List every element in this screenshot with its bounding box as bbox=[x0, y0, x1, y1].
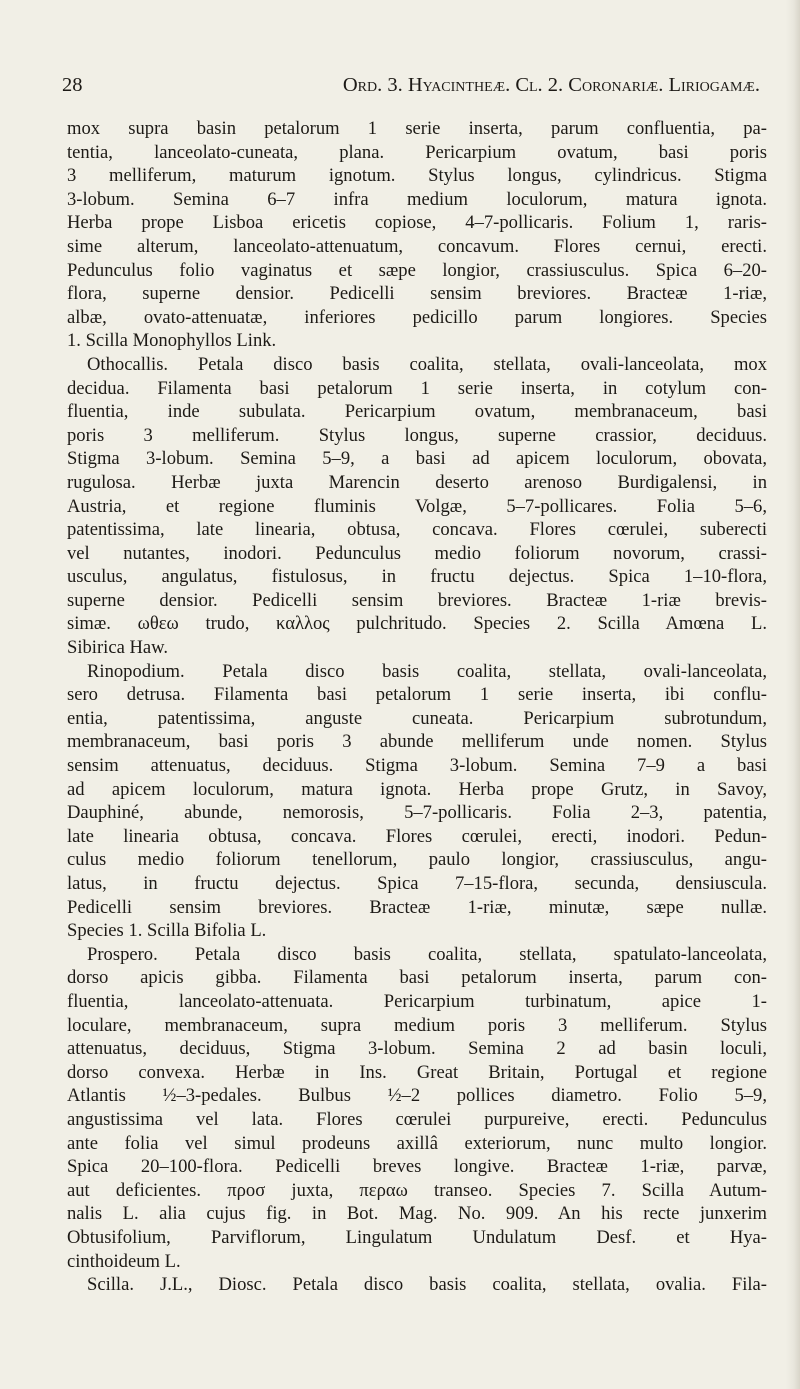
text-line: tentia, lanceolato-cuneata, plana. Pericarpium ovatum, basi poris bbox=[67, 141, 767, 163]
text-line: Scilla. J.L., Diosc. Petala disco basis coalita, stellata, ovalia. Fila- bbox=[87, 1274, 767, 1296]
text-line: superne densior. Pedicelli sensim breviores. Bracteæ 1-riæ brevis- bbox=[67, 589, 767, 611]
text-line: fluentia, inde subulata. Pericarpium ovatum, membranaceum, basi bbox=[67, 401, 767, 423]
text-line: ante folia vel simul prodeuns axillâ exteriorum, nunc multo longior. bbox=[67, 1132, 767, 1154]
text-line: Species 1. Scilla Bifolia L. bbox=[67, 920, 267, 942]
text-line: poris 3 melliferum. Stylus longus, superne crassior, deciduus. bbox=[67, 424, 767, 446]
text-line: Stigma 3-lobum. Semina 5–9, a basi ad apicem loculorum, obovata, bbox=[67, 448, 767, 470]
text-line: Atlantis ½–3-pedales. Bulbus ½–2 pollices diametro. Folio 5–9, bbox=[67, 1085, 767, 1107]
text-line: Sibirica Haw. bbox=[67, 637, 169, 659]
page-number: 28 bbox=[62, 74, 83, 96]
text-line: Austria, et regione fluminis Volgæ, 5–7-pollicares. Folia 5–6, bbox=[67, 495, 767, 517]
text-line: ad apicem loculorum, matura ignota. Herba prope Grutz, in Savoy, bbox=[67, 778, 767, 800]
text-line: Pedicelli sensim breviores. Bracteæ 1-riæ, minutæ, sæpe nullæ. bbox=[67, 896, 767, 918]
page-edge bbox=[786, 0, 800, 1389]
text-line: nalis L. alia cujus fig. in Bot. Mag. No. 909. An his recte junxerim bbox=[67, 1203, 767, 1225]
text-line: attenuatus, deciduus, Stigma 3-lobum. Semina 2 ad basin loculi, bbox=[67, 1038, 767, 1060]
text-line: aut deficientes. προσ juxta, περαω transeo. Species 7. Scilla Autum- bbox=[67, 1179, 767, 1201]
text-line: entia, patentissima, anguste cuneata. Pericarpium subrotundum, bbox=[67, 707, 767, 729]
text-line: Othocallis. Petala disco basis coalita, stellata, ovali-lanceolata, mox bbox=[87, 353, 767, 375]
text-line: dorso apicis gibba. Filamenta basi petalorum inserta, parum con- bbox=[67, 967, 767, 989]
text-line: mox supra basin petalorum 1 serie inserta, parum confluentia, pa- bbox=[67, 118, 767, 139]
text-line: Spica 20–100-flora. Pedicelli breves longive. Bracteæ 1-riæ, parvæ, bbox=[67, 1156, 767, 1178]
text-line: patentissima, late linearia, obtusa, concava. Flores cœrulei, suberecti bbox=[67, 519, 767, 541]
text-line: 3 melliferum, maturum ignotum. Stylus longus, cylindricus. Stigma bbox=[67, 165, 767, 187]
running-head: Ord. 3. Hyacintheæ. Cl. 2. Coronariæ. Liriogamæ. bbox=[342, 74, 760, 96]
page-header bbox=[62, 74, 760, 104]
text-line: 3-lobum. Semina 6–7 infra medium loculorum, matura ignota. bbox=[67, 188, 767, 210]
text-line: flora, superne densior. Pedicelli sensim breviores. Bracteæ 1-riæ, bbox=[67, 283, 767, 305]
text-line: 1. Scilla Monophyllos Link. bbox=[67, 330, 277, 352]
text-line: cinthoideum L. bbox=[67, 1250, 181, 1272]
text-line: membranaceum, basi poris 3 abunde melliferum unde nomen. Stylus bbox=[67, 731, 767, 753]
text-line: sensim attenuatus, deciduus. Stigma 3-lobum. Semina 7–9 a basi bbox=[67, 755, 767, 777]
text-line: dorso convexa. Herbæ in Ins. Great Britain, Portugal et regione bbox=[67, 1061, 767, 1083]
text-line: angustissima vel lata. Flores cœrulei purpureive, erecti. Pedunculus bbox=[67, 1108, 767, 1130]
text-line: sime alterum, lanceolato-attenuatum, concavum. Flores cernui, erecti. bbox=[67, 235, 767, 257]
text-line: Dauphiné, abunde, nemorosis, 5–7-pollicaris. Folia 2–3, patentia, bbox=[67, 802, 767, 824]
text-line: usculus, angulatus, fistulosus, in fructu dejectus. Spica 1–10-flora, bbox=[67, 566, 767, 588]
text-line: culus medio foliorum tenellorum, paulo longior, crassiusculus, angu- bbox=[67, 849, 767, 871]
text-line: albæ, ovato-attenuatæ, inferiores pedicillo parum longiores. Species bbox=[67, 306, 767, 328]
body-text bbox=[67, 117, 767, 1297]
text-line: Prospero. Petala disco basis coalita, stellata, spatulato-lanceolata, bbox=[87, 943, 767, 965]
text-line: Obtusifolium, Parviflorum, Lingulatum Undulatum Desf. et Hya- bbox=[67, 1226, 767, 1248]
text-line: Rinopodium. Petala disco basis coalita, stellata, ovali-lanceolata, bbox=[87, 660, 767, 682]
text-line: fluentia, lanceolato-attenuata. Pericarpium turbinatum, apice 1- bbox=[67, 990, 767, 1012]
text-line: Herba prope Lisboa ericetis copiose, 4–7-pollicaris. Folium 1, raris- bbox=[67, 212, 767, 234]
text-line: late linearia obtusa, concava. Flores cœrulei, erecti, inodori. Pedun- bbox=[67, 825, 767, 847]
text-line: vel nutantes, inodori. Pedunculus medio foliorum novorum, crassi- bbox=[67, 542, 767, 564]
text-line: Pedunculus folio vaginatus et sæpe longior, crassiusculus. Spica 6–20- bbox=[67, 259, 767, 281]
text-line: latus, in fructu dejectus. Spica 7–15-flora, secunda, densiuscula. bbox=[67, 873, 767, 894]
text-line: sero detrusa. Filamenta basi petalorum 1 serie inserta, ibi conflu- bbox=[67, 684, 767, 706]
text-line: simæ. ωθεω trudo, καλλος pulchritudo. Species 2. Scilla Amœna L. bbox=[67, 613, 767, 635]
text-line: loculare, membranaceum, supra medium poris 3 melliferum. Stylus bbox=[67, 1014, 767, 1036]
text-line: rugulosa. Herbæ juxta Marencin deserto arenoso Burdigalensi, in bbox=[67, 471, 767, 493]
text-line: decidua. Filamenta basi petalorum 1 serie inserta, in cotylum con- bbox=[67, 377, 767, 399]
